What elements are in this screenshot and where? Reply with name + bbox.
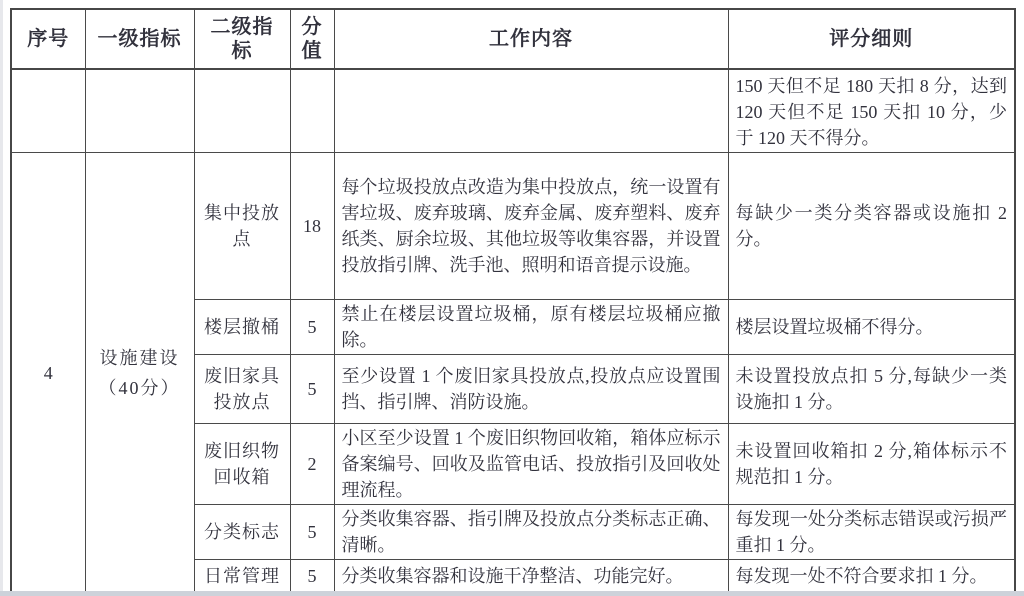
rule-cell: 每发现一处分类标志错误或污损严重扣 1 分。 [728,505,1015,560]
empty-score-cell [290,69,334,153]
empty-level1-cell [85,69,194,153]
level2-indicator-cell: 废旧家具投放点 [194,355,290,424]
table-row [11,153,1015,300]
work-content-cell: 禁止在楼层设置垃圾桶，原有楼层垃圾桶应撤除。 [334,300,728,355]
level2-indicator-cell: 楼层撤桶 [194,300,290,355]
column-header-level1: 一级指标 [85,9,194,69]
rule-cell: 未设置回收箱扣 2 分,箱体标示不规范扣 1 分。 [728,424,1015,505]
scoring-table-container [10,8,1016,595]
work-content-cell: 分类收集容器、指引牌及投放点分类标志正确、清晰。 [334,505,728,560]
score-cell: 2 [290,424,334,505]
rule-cell: 每发现一处不符合要求扣 1 分。 [728,560,1015,594]
scan-edge-left [0,0,3,596]
column-header-rule: 评分细则 [728,9,1015,69]
column-header-serial: 序号 [11,9,85,69]
scan-edge-bottom [0,591,1024,596]
serial-cell: 4 [11,153,85,594]
score-cell: 5 [290,300,334,355]
level1-indicator-score: （40分） [98,377,181,398]
level2-indicator-cell: 废旧织物回收箱 [194,424,290,505]
column-header-level2: 二级指标 [194,9,290,69]
level2-indicator-cell: 集中投放点 [194,153,290,300]
rule-cell: 楼层设置垃圾桶不得分。 [728,300,1015,355]
work-content-cell: 分类收集容器和设施干净整洁、功能完好。 [334,560,728,594]
level2-indicator-cell: 日常管理 [194,560,290,594]
empty-work-cell [334,69,728,153]
level1-indicator-cell [85,153,194,594]
rule-cell: 每缺少一类分类容器或设施扣 2 分。 [728,153,1015,300]
empty-serial-cell [11,69,85,153]
work-content-cell: 至少设置 1 个废旧家具投放点,投放点应设置围挡、指引牌、消防设施。 [334,355,728,424]
empty-level2-cell [194,69,290,153]
scoring-table [10,8,1016,595]
score-cell: 18 [290,153,334,300]
table-header-row [11,9,1015,69]
column-header-work: 工作内容 [334,9,728,69]
level2-indicator-cell: 分类标志 [194,505,290,560]
score-cell: 5 [290,355,334,424]
rule-cell: 未设置投放点扣 5 分,每缺少一类设施扣 1 分。 [728,355,1015,424]
work-content-cell: 每个垃圾投放点改造为集中投放点，统一设置有害垃圾、废弃玻璃、废弃金属、废弃塑料、废弃纸类、厨余垃圾、其他垃圾等收集容器，并设置投放指引牌、洗手池、照明和语音提示设施。 [334,153,728,300]
score-cell: 5 [290,560,334,594]
work-content-cell: 小区至少设置 1 个废旧织物回收箱，箱体应标示备案编号、回收及监管电话、投放指引及回收处理流程。 [334,424,728,505]
score-cell: 5 [290,505,334,560]
column-header-score: 分值 [290,9,334,69]
level1-indicator-name: 设施建设 [99,347,180,368]
rule-cell: 150 天但不足 180 天扣 8 分，达到 120 天但不足 150 天扣 10 分，少于 120 天不得分。 [728,69,1015,153]
continuation-row [11,69,1015,153]
